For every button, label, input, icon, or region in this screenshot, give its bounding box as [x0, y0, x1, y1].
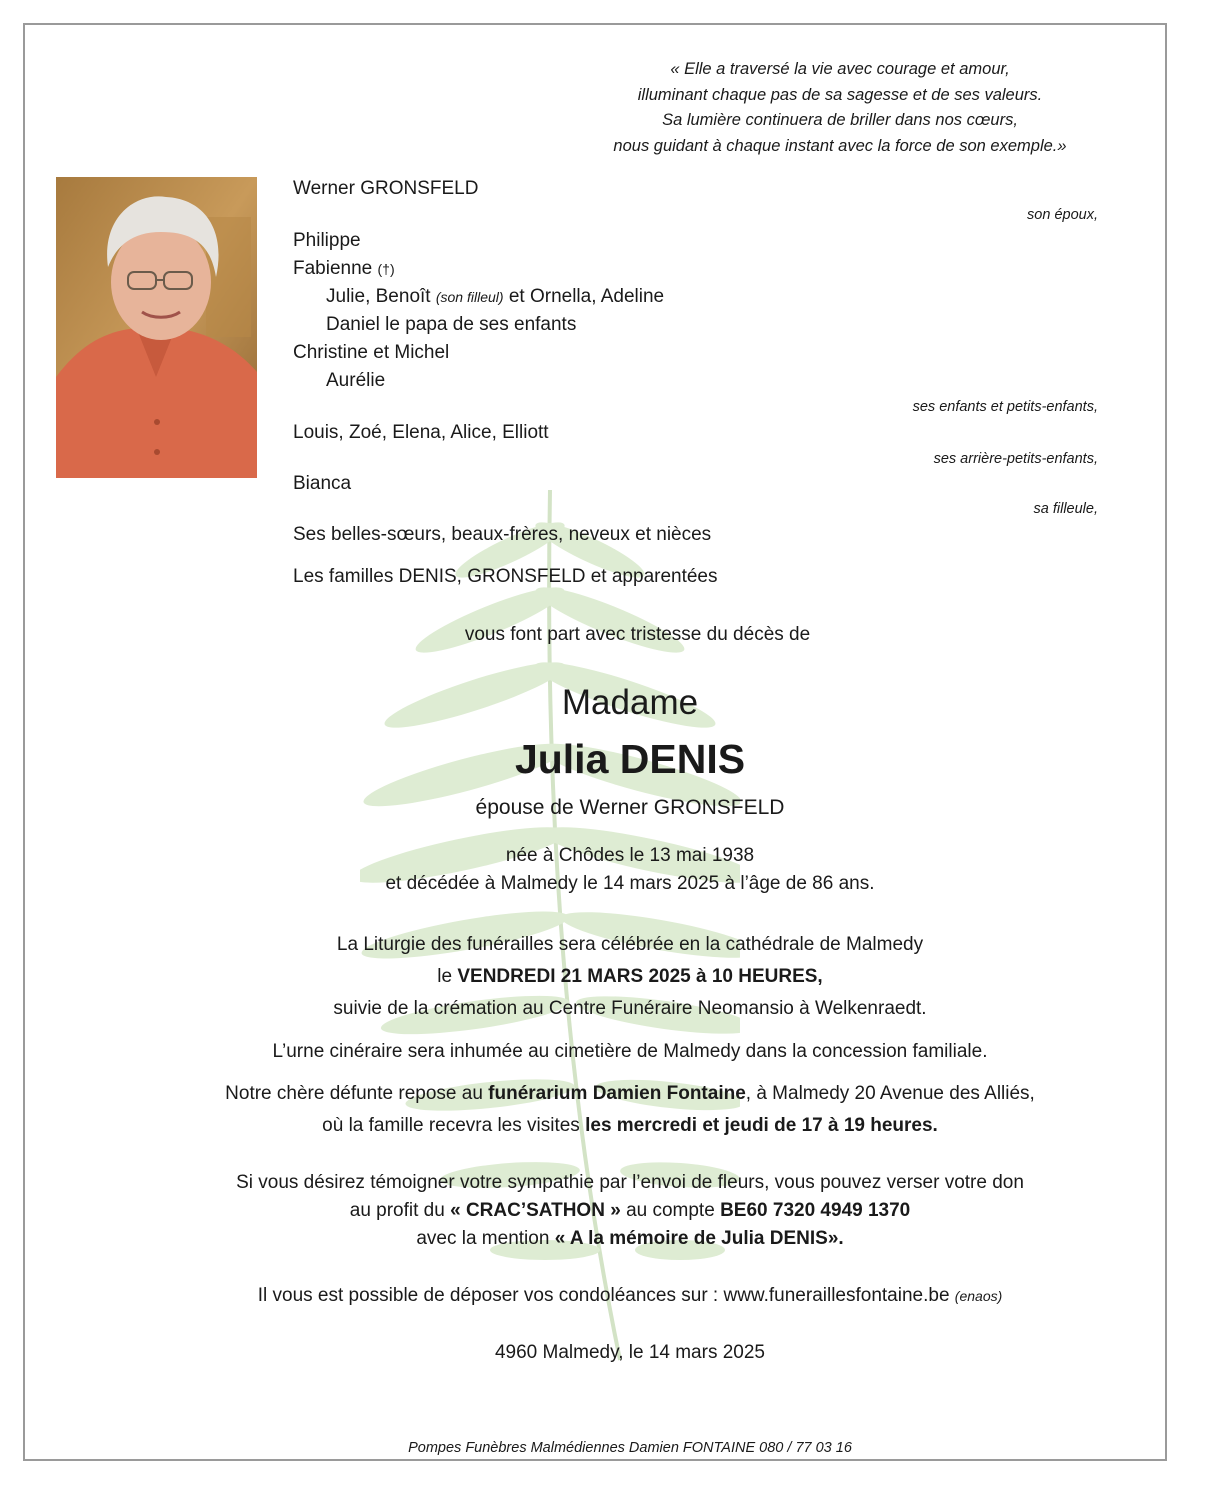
footer-funeral-home: Pompes Funèbres Malmédiennes Damien FONTAINE 080 / 77 03 16	[408, 1440, 852, 1456]
visits-time: les mercredi et jeudi de 17 à 19 heures.	[585, 1115, 938, 1136]
visits-line	[45, 1115, 1215, 1137]
repose-place: funérarium Damien Fontaine	[488, 1083, 746, 1104]
repose-prefix: Notre chère défunte repose au	[225, 1083, 483, 1104]
quote-line: Sa lumière continuera de briller dans nos cœurs,	[662, 111, 1018, 129]
condolences-note: (enaos)	[954, 1288, 1003, 1304]
mention-prefix: avec la mention	[416, 1228, 550, 1249]
intro-line: vous font part avec tristesse du décès de	[464, 624, 811, 645]
in-laws-line: Ses belles-sœurs, beaux-frères, neveux et nièces	[293, 524, 712, 545]
death-line: et décédée à Malmedy le 14 mars 2025 à l’âge de 86 ans.	[385, 873, 875, 894]
cremation-line: suivie de la crémation au Centre Funéraire Neomansio à Welkenraedt.	[333, 998, 927, 1019]
condolences-text: Il vous est possible de déposer vos condoléances sur : www.funeraillesfontaine.be	[257, 1285, 950, 1306]
grandchildren-line: Daniel le papa de ses enfants	[326, 314, 577, 335]
repose-line	[45, 1083, 1215, 1105]
funeral-date-prefix: le	[437, 966, 453, 987]
portrait-photo	[56, 177, 257, 478]
goddaughter-relation: sa filleule,	[1033, 501, 1098, 517]
family-section	[293, 178, 1098, 598]
grandchild-name: Aurélie	[326, 370, 386, 391]
child-name-text: Fabienne	[293, 258, 373, 279]
grandchildren-line	[326, 286, 664, 308]
donation-profit-line	[45, 1200, 1215, 1222]
great-grandchildren-relation: ses arrière-petits-enfants,	[933, 451, 1098, 467]
profit-prefix: au profit du	[349, 1200, 445, 1221]
title-madame: Madame	[561, 683, 699, 722]
urn-line: L’urne cinéraire sera inhumée au cimetière de Malmedy dans la concession familiale.	[272, 1041, 988, 1062]
grandchildren-names-2: et Ornella, Adeline	[508, 286, 665, 307]
beneficiary: « CRAC’SATHON »	[450, 1200, 621, 1221]
funeral-date-line	[45, 966, 1215, 988]
quote-line: « Elle a traversé la vie avec courage et amour,	[670, 60, 1010, 78]
deceased-name: Julia DENIS	[514, 736, 746, 782]
spouse-relation: son époux,	[1027, 207, 1098, 223]
child-name: Philippe	[293, 230, 361, 251]
funeral-date: VENDREDI 21 MARS 2025 à 10 HEURES,	[457, 966, 823, 987]
repose-suffix: , à Malmedy 20 Avenue des Alliés,	[745, 1083, 1035, 1104]
great-grandchildren-names: Louis, Zoé, Elena, Alice, Elliott	[293, 422, 549, 443]
families-line: Les familles DENIS, GRONSFELD et apparentées	[293, 566, 718, 587]
donation-mention-line	[45, 1228, 1215, 1250]
quote-line: illuminant chaque pas de sa sagesse et de ses valeurs.	[637, 85, 1043, 104]
goddaughter-name: Bianca	[293, 473, 352, 494]
mention-text: « A la mémoire de Julia DENIS».	[554, 1228, 844, 1249]
grandchildren-names: Julie, Benoît	[326, 286, 431, 307]
godson-note: (son filleul)	[435, 289, 504, 305]
spouse-name: Werner GRONSFELD	[293, 178, 479, 199]
donation-line: Si vous désirez témoigner votre sympathie par l’envoi de fleurs, vous pouvez verser votre don	[236, 1172, 1024, 1193]
liturgy-line: La Liturgie des funérailles sera célébrée en la cathédrale de Malmedy	[336, 934, 924, 955]
child-name: Christine et Michel	[293, 342, 450, 363]
deceased-mark: (†)	[377, 261, 395, 277]
child-name	[293, 258, 395, 280]
account-prefix: au compte	[626, 1200, 715, 1221]
spouse-of-line: épouse de Werner GRONSFELD	[475, 796, 785, 819]
quote-block	[560, 57, 1120, 159]
place-date: 4960 Malmedy, le 14 mars 2025	[494, 1342, 766, 1363]
birth-line: née à Chôdes le 13 mai 1938	[505, 845, 755, 866]
children-relation: ses enfants et petits-enfants,	[912, 399, 1098, 415]
bank-account: BE60 7320 4949 1370	[720, 1200, 911, 1221]
condolences-line	[45, 1285, 1215, 1307]
visits-prefix: où la famille recevra les visites	[322, 1115, 580, 1136]
quote-line: nous guidant à chaque instant avec la force de son exemple.»	[613, 136, 1067, 155]
